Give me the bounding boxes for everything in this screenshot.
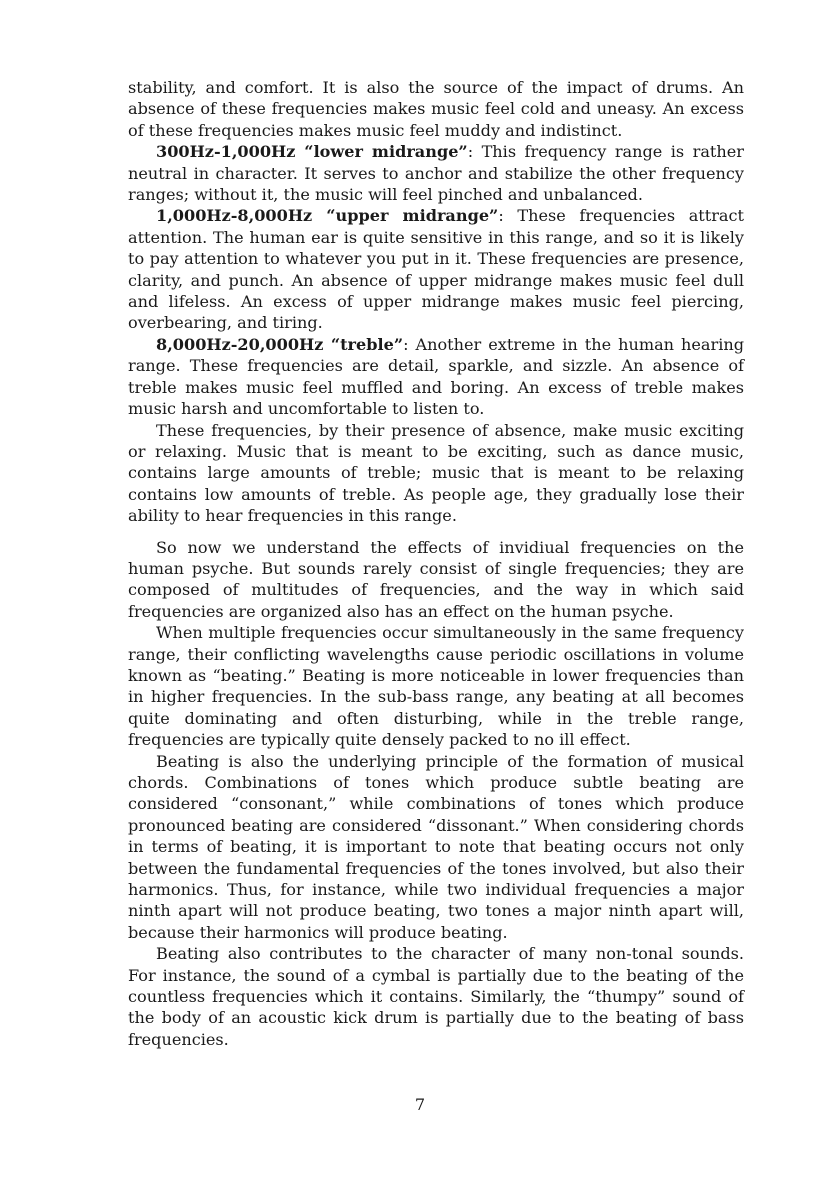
paragraph-frequencies-summary (128, 420, 744, 527)
paragraph-text: stability, and comfort. It is also the source of the impact of drums. An absence of these frequencies makes music feel cold and uneasy. An excess of these frequencies makes music feel muddy and indistinct. (128, 78, 744, 140)
term-heading: 300Hz-1,000Hz “lower midrange” (156, 142, 468, 162)
paragraph-text: : These frequencies attract attention. The human ear is quite sensitive in this range, and so it is likely to pay attention to whatever you put in it. These frequencies are presence, clarity, and punch. An absence of upper midrange makes music feel dull and lifeless. An excess of upper midrange makes music feel piercing, overbearing, and tiring. (128, 206, 744, 333)
paragraph-text: Beating also contributes to the character of many non-tonal sounds. For instance, the sound of a cymbal is partially due to the beating of the countless frequencies which it contains. Similarly, the “thumpy” sound of the body of an acoustic kick drum is partially due to the beating of bass frequencies. (128, 944, 744, 1049)
paragraph-treble (128, 334, 744, 420)
paragraph-chords (128, 751, 744, 944)
term-heading: 8,000Hz-20,000Hz “treble” (156, 334, 404, 354)
paragraph-text: : Another extreme in the human hearing range. These frequencies are detail, sparkle, and sizzle. An absence of treble makes music feel muffled and boring. An excess of treble makes music harsh and uncomfortable to listen to. (128, 334, 745, 419)
paragraph-upper-midrange (128, 205, 744, 333)
paragraph-text: These frequencies, by their presence of absence, make music exciting or relaxing. Music that is meant to be exciting, such as dance music, contains large amounts of treble; music that is meant to be relaxing contains low amounts of treble. As people age, they gradually lose their ability to hear frequencies in this range. (128, 420, 744, 526)
paragraph-lower-midrange (128, 141, 744, 205)
paragraph-multiple-frequencies (128, 537, 744, 623)
term-heading: 1,000Hz-8,000Hz “upper midrange” (156, 206, 499, 226)
paragraph-text: Beating is also the underlying principle of the formation of musical chords. Combinations of tones which produce subtle beating are considered “consonant,” while combinations of tones which produce pronounced beating are considered “dissonant.” When considering chords in terms of beating, it is important to note that beating occurs not only between the fundamental frequencies of the tones involved, but also their harmonics. Thus, for instance, while two individual frequencies a major ninth apart will not produce beating, two tones a major ninth apart will, because their harmonics will produce beating. (128, 751, 744, 942)
paragraph-bass-continuation (128, 77, 744, 141)
paragraph-text: : This frequency range is rather neutral in character. It serves to anchor and stabilize the other frequency ranges; without it, the music will feel pinched and unbalanced. (128, 142, 744, 205)
paragraph-text: So now we understand the effects of invidiual frequencies on the human psyche. But sounds rarely consist of single frequencies; they are composed of multitudes of frequencies, and the way in which said frequencies are organized also has an effect on the human psyche. (128, 537, 744, 621)
paragraph-non-tonal (128, 943, 744, 1050)
paragraph-text: When multiple frequencies occur simultaneously in the same frequency range, their conflicting wavelengths cause periodic oscillations in volume known as “beating.” Beating is more noticeable in lower frequencies than in higher frequencies. In the sub-bass range, any beating at all becomes quite dominating and often disturbing, while in the treble range, frequencies are typically quite densely packed to no ill effect. (128, 623, 744, 750)
page-body (128, 77, 744, 1050)
page-number: 7 (414, 1095, 426, 1114)
paragraph-beating (128, 622, 744, 750)
